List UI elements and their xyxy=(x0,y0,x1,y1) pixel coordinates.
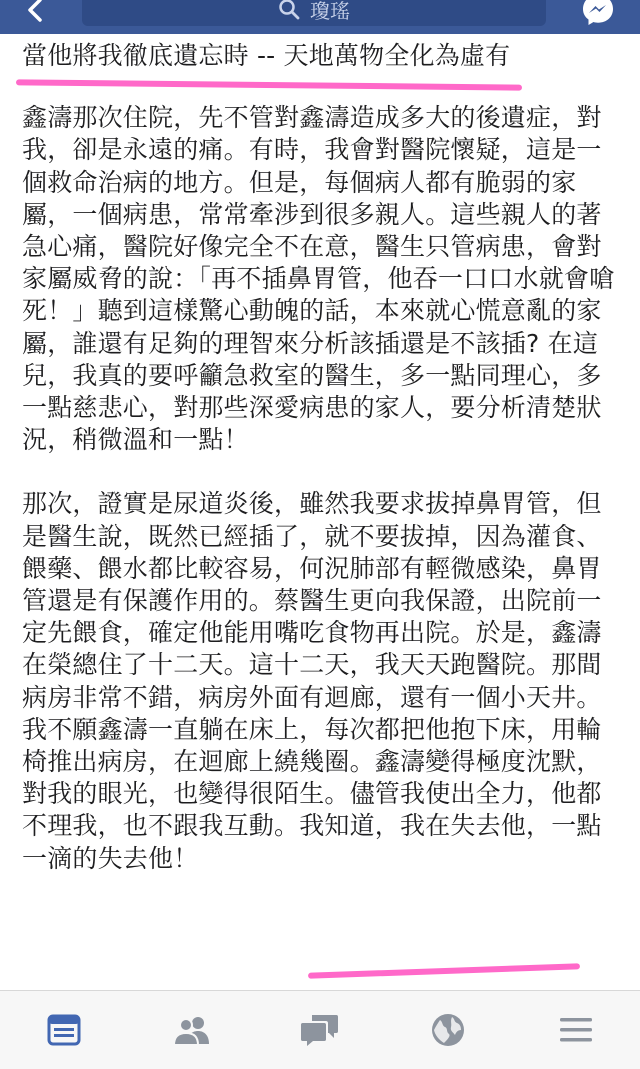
messenger-icon xyxy=(580,0,616,28)
tab-news-feed[interactable] xyxy=(24,1000,104,1060)
sentence-highlight-underline-1 xyxy=(308,963,580,978)
back-button[interactable] xyxy=(22,0,50,24)
search-icon xyxy=(278,0,300,20)
globe-icon xyxy=(430,1012,466,1048)
friends-icon xyxy=(172,1014,212,1046)
post-content xyxy=(22,40,626,907)
search-input[interactable] xyxy=(82,0,546,26)
tab-friends[interactable] xyxy=(152,1000,232,1060)
news-feed-icon xyxy=(47,1014,81,1046)
tab-menu[interactable] xyxy=(536,1000,616,1060)
post-paragraph-2: 那次，證實是尿道炎後，雖然我要求拔掉鼻胃管，但是醫生說，既然已經插了，就不要拔掉，因為灌食、餵藥、餵水都比較容易，何況肺部有輕微感染，鼻胃管還是有保護作用的。蔡醫生更向我保證，出院前一定先餵食，確定他能用嘴吃食物再出院。於是，鑫濤在榮總住了十二天。這十二天，我天天跑醫院。那間病房非常不錯，病房外面有迴廊，還有一個小天井。我不願鑫濤一直躺在床上，每次都把他抱下床，用輪椅推出病房，在迴廊上繞幾圈。鑫濤變得極度沈默，對我的眼光，也變得很陌生。儘管我使出全力，他都不理我，也不跟我互動。我知道，我在失去他，一點一滴的失去他！ xyxy=(22,489,602,873)
tab-messages[interactable] xyxy=(280,1000,360,1060)
chevron-left-icon xyxy=(24,0,48,22)
bottom-tab-bar xyxy=(0,990,640,1069)
menu-icon xyxy=(558,1015,594,1045)
tab-notifications[interactable] xyxy=(408,1000,488,1060)
messages-icon xyxy=(300,1013,340,1047)
top-navigation-bar xyxy=(0,0,640,34)
post-paragraph-1: 鑫濤那次住院，先不管對鑫濤造成多大的後遺症，對我，卻是永遠的痛。有時，我會對醫院懷疑，這是一個救命治病的地方。但是，每個病人都有脆弱的家屬，一個病患，常常牽涉到很多親人。這些親人的著急心痛，醫院好像完全不在意，醫生只管病患，會對家屬威脅的說：「再不插鼻胃管，他吞一口口水就會嗆死！」聽到這樣驚心動魄的話，本來就心慌意亂的家屬，誰還有足夠的理智來分析該插還是不該插? 在這兒，我真的要呼籲急救室的醫生，多一點同理心，多一點慈悲心，對那些深愛病患的家人，要分析清楚狀況，稍微溫和一點！ xyxy=(22,103,615,455)
search-query-text: 瓊瑤 xyxy=(310,0,350,23)
post-title: 當他將我徹底遺忘時 -- 天地萬物全化為虛有 xyxy=(22,41,511,70)
messenger-button[interactable] xyxy=(578,0,618,28)
